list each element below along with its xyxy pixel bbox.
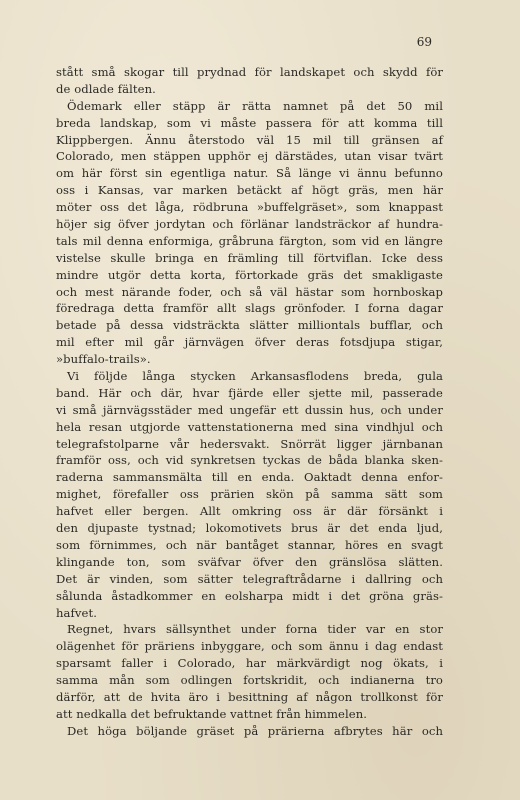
text-line: därför, att de hvita äro i besittning af någon trollkonst för — [56, 689, 443, 704]
text-line: »buffalo-trails». — [56, 352, 151, 367]
page-number: 69 — [416, 35, 432, 49]
text-line: telegrafstolparne vår hedersvakt. Snörrät ligger järnbanan — [56, 436, 443, 451]
text-line: möter oss det låga, rödbruna »buffelgräset», som knappast — [56, 200, 443, 215]
text-line: som förnimmes, och när bantåget stannar, höres en svagt — [56, 537, 443, 552]
text-line: sålunda åstadkommer en eolsharpa midt i det gröna gräs- — [56, 588, 443, 603]
text-line: mindre utgör detta korta, förtorkade gräs det smakligaste — [56, 267, 443, 282]
text-line: mil efter mil går järnvägen öfver deras fotsdjupa stigar, — [56, 335, 443, 350]
text-line: hafvet eller bergen. Allt omkring oss är där försänkt i — [56, 504, 443, 519]
text-line: framför oss, och vid synkretsen tyckas de båda blanka sken- — [56, 453, 443, 468]
text-line: sparsamt faller i Colorado, har märkvärdigt nog ökats, i — [56, 656, 443, 671]
text-line: och mest närande foder, och så väl hästar som hornboskap — [56, 284, 443, 299]
text-line: klingande ton, som sväfvar öfver den gränslösa slätten. — [56, 554, 443, 569]
text-line: hafvet. — [56, 605, 97, 620]
text-line: Vi följde långa stycken Arkansasflodens breda, gula — [67, 369, 443, 384]
text-line: samma mån som odlingen fortskridit, och indianerna tro — [56, 673, 443, 688]
text-line: oss i Kansas, var marken betäckt af högt gräs, men här — [56, 183, 443, 198]
text-line: Det är vinden, som sätter telegraftrådarne i dallring och — [56, 571, 443, 586]
body-text — [56, 64, 443, 740]
text-line: om här först sin egentliga natur. Så länge vi ännu befunno — [56, 166, 443, 181]
text-line: raderna sammansmälta till en enda. Oaktadt denna enfor- — [56, 470, 443, 485]
text-line: breda landskap, som vi måste passera för att komma till — [56, 115, 443, 130]
text-line: Klippbergen. Ännu återstodo väl 15 mil till gränsen af — [56, 132, 443, 147]
text-line: de odlade fälten. — [56, 81, 156, 96]
text-line: vistelse skulle bringa en främling till förtviflan. Icke dess — [56, 250, 443, 265]
text-line: hela resan utgjorde vattenstationerna med sina vindhjul och — [56, 419, 443, 434]
text-line: stått små skogar till prydnad för landskapet och skydd för — [56, 65, 443, 79]
text-line: vi små järnvägsstäder med ungefär ett dussin hus, och under — [56, 402, 443, 417]
text-line: Colorado, men stäppen upphör ej därstädes, utan visar tvärt — [56, 149, 443, 164]
text-line: band. Här och där, hvar fjärde eller sjette mil, passerade — [56, 385, 443, 400]
text-line: tals mil denna enformiga, gråbruna färgton, som vid en längre — [56, 233, 443, 248]
text-line: den djupaste tystnad; lokomotivets brus är det enda ljud, — [56, 521, 443, 536]
text-line: att nedkalla det befruktande vattnet från himmelen. — [56, 706, 368, 721]
text-line: mighet, förefaller oss prärien skön på samma sätt som — [56, 487, 443, 502]
text-line: Ödemark eller stäpp är rätta namnet på det 50 mil — [67, 98, 443, 113]
text-line: föredraga detta framför allt slags grönfoder. I forna dagar — [56, 301, 443, 316]
text-line: Det höga böljande gräset på prärierna afbrytes här och — [67, 723, 443, 738]
text-line: höjer sig öfver jordytan och förlänar landsträckor af hundra- — [56, 217, 443, 232]
text-line: Regnet, hvars sällsynthet under forna tider var en stor — [67, 622, 443, 637]
text-line: olägenhet för präriens inbyggare, och som ännu i dag endast — [56, 639, 443, 654]
text-line: betade på dessa vidsträckta slätter milliontals bufflar, och — [56, 318, 443, 333]
